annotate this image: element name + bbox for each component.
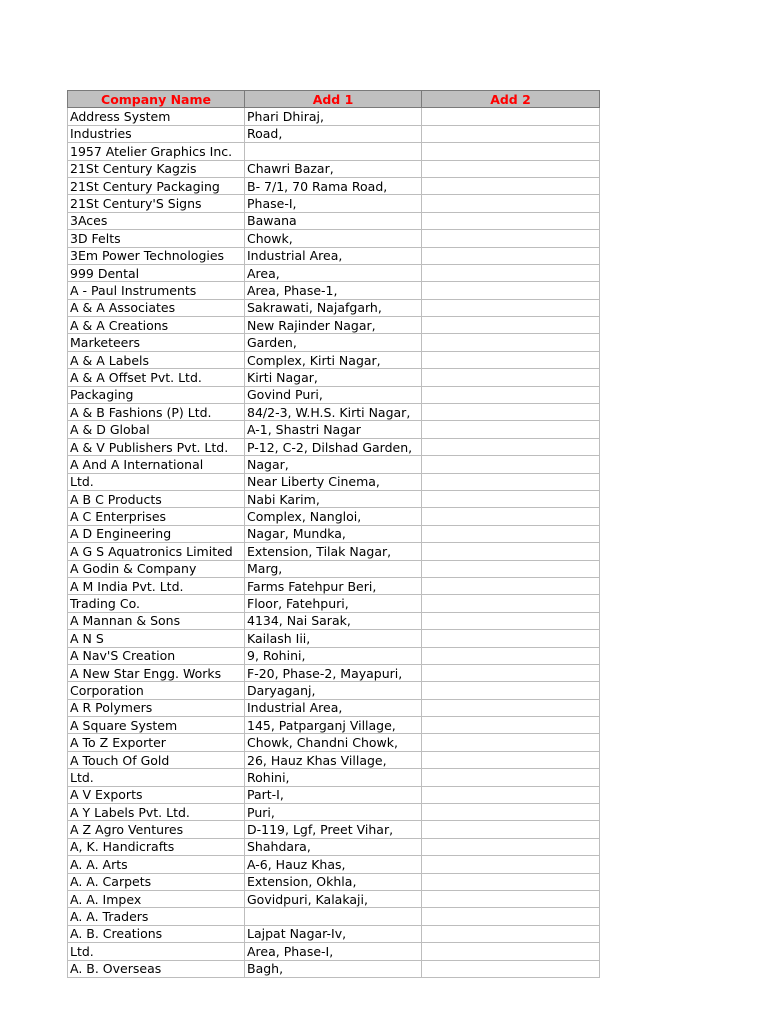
add-1-cell: Shahdara, — [245, 838, 422, 855]
add-2-cell — [422, 647, 600, 664]
table-row — [68, 508, 600, 525]
company-name-cell: 21St Century Packaging — [68, 177, 245, 194]
add-2-cell — [422, 160, 600, 177]
company-name-cell: Ltd. — [68, 943, 245, 960]
add-2-cell — [422, 369, 600, 386]
table-row — [68, 456, 600, 473]
company-name-cell: Ltd. — [68, 473, 245, 490]
add-1-cell: Nagar, Mundka, — [245, 525, 422, 542]
add-1-cell: Nagar, — [245, 456, 422, 473]
add-2-cell — [422, 595, 600, 612]
add-2-cell — [422, 282, 600, 299]
add-1-cell: Complex, Nangloi, — [245, 508, 422, 525]
add-1-cell: 4134, Nai Sarak, — [245, 612, 422, 629]
table-row — [68, 890, 600, 907]
table-row — [68, 334, 600, 351]
add-1-cell: 84/2-3, W.H.S. Kirti Nagar, — [245, 404, 422, 421]
company-name-cell: A To Z Exporter — [68, 734, 245, 751]
table-row — [68, 490, 600, 507]
company-name-cell: A. B. Creations — [68, 925, 245, 942]
table-row — [68, 769, 600, 786]
add-2-cell — [422, 317, 600, 334]
add-2-cell — [422, 856, 600, 873]
add-2-cell — [422, 195, 600, 212]
add-2-cell — [422, 925, 600, 942]
table-row — [68, 264, 600, 281]
add-1-cell: Area, Phase-I, — [245, 943, 422, 960]
add-2-cell — [422, 960, 600, 977]
table-row — [68, 734, 600, 751]
add-2-cell — [422, 751, 600, 768]
add-2-cell — [422, 943, 600, 960]
add-2-cell — [422, 334, 600, 351]
table-row — [68, 647, 600, 664]
table-row — [68, 160, 600, 177]
company-name-cell: A. A. Carpets — [68, 873, 245, 890]
add-2-cell — [422, 699, 600, 716]
table-row — [68, 195, 600, 212]
company-name-cell: A R Polymers — [68, 699, 245, 716]
company-name-cell: 21St Century'S Signs — [68, 195, 245, 212]
company-address-table — [67, 90, 600, 978]
company-name-cell: A New Star Engg. Works — [68, 664, 245, 681]
add-2-cell — [422, 404, 600, 421]
add-2-cell — [422, 873, 600, 890]
add-1-cell: 9, Rohini, — [245, 647, 422, 664]
table-row — [68, 317, 600, 334]
add-1-cell: Govind Puri, — [245, 386, 422, 403]
add-2-cell — [422, 769, 600, 786]
company-name-cell: A & A Offset Pvt. Ltd. — [68, 369, 245, 386]
add-1-cell: Industrial Area, — [245, 699, 422, 716]
add-1-cell: Industrial Area, — [245, 247, 422, 264]
add-1-cell: Marg, — [245, 560, 422, 577]
company-name-cell: A G S Aquatronics Limited — [68, 543, 245, 560]
add-1-cell: Daryaganj, — [245, 682, 422, 699]
add-1-cell: Phase-I, — [245, 195, 422, 212]
table-row — [68, 699, 600, 716]
add-2-cell — [422, 125, 600, 142]
add-1-cell: Chowk, Chandni Chowk, — [245, 734, 422, 751]
add-1-cell: Lajpat Nagar-Iv, — [245, 925, 422, 942]
company-name-cell: 3Em Power Technologies — [68, 247, 245, 264]
add-2-cell — [422, 560, 600, 577]
company-name-cell: A. A. Traders — [68, 908, 245, 925]
header-add-1: Add 1 — [245, 91, 422, 108]
add-2-cell — [422, 804, 600, 821]
company-name-cell: A - Paul Instruments — [68, 282, 245, 299]
table-row — [68, 125, 600, 142]
add-1-cell: Govidpuri, Kalakaji, — [245, 890, 422, 907]
add-2-cell — [422, 682, 600, 699]
company-name-cell: A Touch Of Gold — [68, 751, 245, 768]
table-row — [68, 369, 600, 386]
add-2-cell — [422, 264, 600, 281]
header-add-2: Add 2 — [422, 91, 600, 108]
company-name-cell: A M India Pvt. Ltd. — [68, 577, 245, 594]
table-row — [68, 386, 600, 403]
add-2-cell — [422, 786, 600, 803]
company-name-cell: 999 Dental — [68, 264, 245, 281]
company-name-cell: A Nav'S Creation — [68, 647, 245, 664]
company-name-cell: A, K. Handicrafts — [68, 838, 245, 855]
table-row — [68, 404, 600, 421]
add-2-cell — [422, 230, 600, 247]
add-1-cell: Extension, Okhla, — [245, 873, 422, 890]
table-row — [68, 664, 600, 681]
add-1-cell: Complex, Kirti Nagar, — [245, 351, 422, 368]
company-name-cell: A B C Products — [68, 490, 245, 507]
company-name-cell: A And A International — [68, 456, 245, 473]
company-name-cell: Trading Co. — [68, 595, 245, 612]
company-name-cell: A N S — [68, 630, 245, 647]
add-2-cell — [422, 543, 600, 560]
add-2-cell — [422, 821, 600, 838]
add-1-cell: Rohini, — [245, 769, 422, 786]
add-2-cell — [422, 456, 600, 473]
add-2-cell — [422, 838, 600, 855]
add-2-cell — [422, 890, 600, 907]
company-name-cell: 21St Century Kagzis — [68, 160, 245, 177]
add-1-cell: P-12, C-2, Dilshad Garden, — [245, 438, 422, 455]
table-row — [68, 873, 600, 890]
table-row — [68, 821, 600, 838]
add-1-cell — [245, 143, 422, 160]
company-name-cell: A & A Associates — [68, 299, 245, 316]
add-1-cell: Chowk, — [245, 230, 422, 247]
company-name-cell: A D Engineering — [68, 525, 245, 542]
company-name-cell: A V Exports — [68, 786, 245, 803]
table-row — [68, 438, 600, 455]
table-row — [68, 143, 600, 160]
table-row — [68, 751, 600, 768]
company-name-cell: A & B Fashions (P) Ltd. — [68, 404, 245, 421]
table-row — [68, 908, 600, 925]
add-2-cell — [422, 438, 600, 455]
company-name-cell: 1957 Atelier Graphics Inc. — [68, 143, 245, 160]
add-1-cell: A-1, Shastri Nagar — [245, 421, 422, 438]
add-2-cell — [422, 734, 600, 751]
company-name-cell: A C Enterprises — [68, 508, 245, 525]
table-row — [68, 543, 600, 560]
table-row — [68, 838, 600, 855]
company-name-cell: 3D Felts — [68, 230, 245, 247]
add-2-cell — [422, 143, 600, 160]
header-company-name: Company Name — [68, 91, 245, 108]
company-name-cell: A Mannan & Sons — [68, 612, 245, 629]
company-name-cell: A Z Agro Ventures — [68, 821, 245, 838]
company-name-cell: A. B. Overseas — [68, 960, 245, 977]
add-2-cell — [422, 717, 600, 734]
company-name-cell: Marketeers — [68, 334, 245, 351]
add-1-cell: Area, — [245, 264, 422, 281]
table-row — [68, 230, 600, 247]
company-name-cell: A Y Labels Pvt. Ltd. — [68, 804, 245, 821]
add-2-cell — [422, 247, 600, 264]
add-1-cell: Puri, — [245, 804, 422, 821]
add-1-cell: Bagh, — [245, 960, 422, 977]
add-1-cell: Sakrawati, Najafgarh, — [245, 299, 422, 316]
company-name-cell: A. A. Impex — [68, 890, 245, 907]
add-2-cell — [422, 490, 600, 507]
table-row — [68, 108, 600, 125]
add-2-cell — [422, 421, 600, 438]
add-1-cell: Area, Phase-1, — [245, 282, 422, 299]
add-2-cell — [422, 664, 600, 681]
table-row — [68, 525, 600, 542]
company-name-cell: A & D Global — [68, 421, 245, 438]
company-name-cell: A Square System — [68, 717, 245, 734]
add-1-cell: Road, — [245, 125, 422, 142]
add-1-cell: Bawana — [245, 212, 422, 229]
table-row — [68, 299, 600, 316]
add-2-cell — [422, 630, 600, 647]
table-row — [68, 560, 600, 577]
add-1-cell — [245, 908, 422, 925]
add-2-cell — [422, 508, 600, 525]
company-name-cell: A & A Creations — [68, 317, 245, 334]
table-row — [68, 804, 600, 821]
table-row — [68, 177, 600, 194]
add-1-cell: Part-I, — [245, 786, 422, 803]
add-1-cell: F-20, Phase-2, Mayapuri, — [245, 664, 422, 681]
company-name-cell: A. A. Arts — [68, 856, 245, 873]
table-row — [68, 786, 600, 803]
table-row — [68, 282, 600, 299]
company-name-cell: Packaging — [68, 386, 245, 403]
add-1-cell: Near Liberty Cinema, — [245, 473, 422, 490]
add-1-cell: Phari Dhiraj, — [245, 108, 422, 125]
add-1-cell: A-6, Hauz Khas, — [245, 856, 422, 873]
add-2-cell — [422, 525, 600, 542]
add-2-cell — [422, 351, 600, 368]
add-2-cell — [422, 386, 600, 403]
table-row — [68, 943, 600, 960]
table-row — [68, 473, 600, 490]
table-row — [68, 717, 600, 734]
table-row — [68, 682, 600, 699]
add-2-cell — [422, 577, 600, 594]
company-name-cell: A & A Labels — [68, 351, 245, 368]
add-1-cell: New Rajinder Nagar, — [245, 317, 422, 334]
add-1-cell: Nabi Karim, — [245, 490, 422, 507]
add-2-cell — [422, 299, 600, 316]
table-row — [68, 856, 600, 873]
company-name-cell: A & V Publishers Pvt. Ltd. — [68, 438, 245, 455]
add-1-cell: Chawri Bazar, — [245, 160, 422, 177]
add-1-cell: 145, Patparganj Village, — [245, 717, 422, 734]
add-1-cell: Farms Fatehpur Beri, — [245, 577, 422, 594]
add-2-cell — [422, 473, 600, 490]
company-name-cell: Ltd. — [68, 769, 245, 786]
table-row — [68, 612, 600, 629]
table-row — [68, 925, 600, 942]
table-row — [68, 595, 600, 612]
add-1-cell: B- 7/1, 70 Rama Road, — [245, 177, 422, 194]
company-name-cell: Address System — [68, 108, 245, 125]
table-row — [68, 577, 600, 594]
company-name-cell: 3Aces — [68, 212, 245, 229]
add-2-cell — [422, 612, 600, 629]
company-name-cell: A Godin & Company — [68, 560, 245, 577]
table-row — [68, 960, 600, 977]
table-row — [68, 351, 600, 368]
add-2-cell — [422, 177, 600, 194]
table-row — [68, 630, 600, 647]
table-row — [68, 421, 600, 438]
company-name-cell: Corporation — [68, 682, 245, 699]
add-1-cell: Kailash Iii, — [245, 630, 422, 647]
add-2-cell — [422, 108, 600, 125]
table-row — [68, 212, 600, 229]
header-row — [68, 91, 600, 108]
add-2-cell — [422, 212, 600, 229]
add-1-cell: Garden, — [245, 334, 422, 351]
add-1-cell: 26, Hauz Khas Village, — [245, 751, 422, 768]
add-1-cell: Extension, Tilak Nagar, — [245, 543, 422, 560]
add-1-cell: D-119, Lgf, Preet Vihar, — [245, 821, 422, 838]
add-1-cell: Kirti Nagar, — [245, 369, 422, 386]
table-row — [68, 247, 600, 264]
company-name-cell: Industries — [68, 125, 245, 142]
add-1-cell: Floor, Fatehpuri, — [245, 595, 422, 612]
add-2-cell — [422, 908, 600, 925]
